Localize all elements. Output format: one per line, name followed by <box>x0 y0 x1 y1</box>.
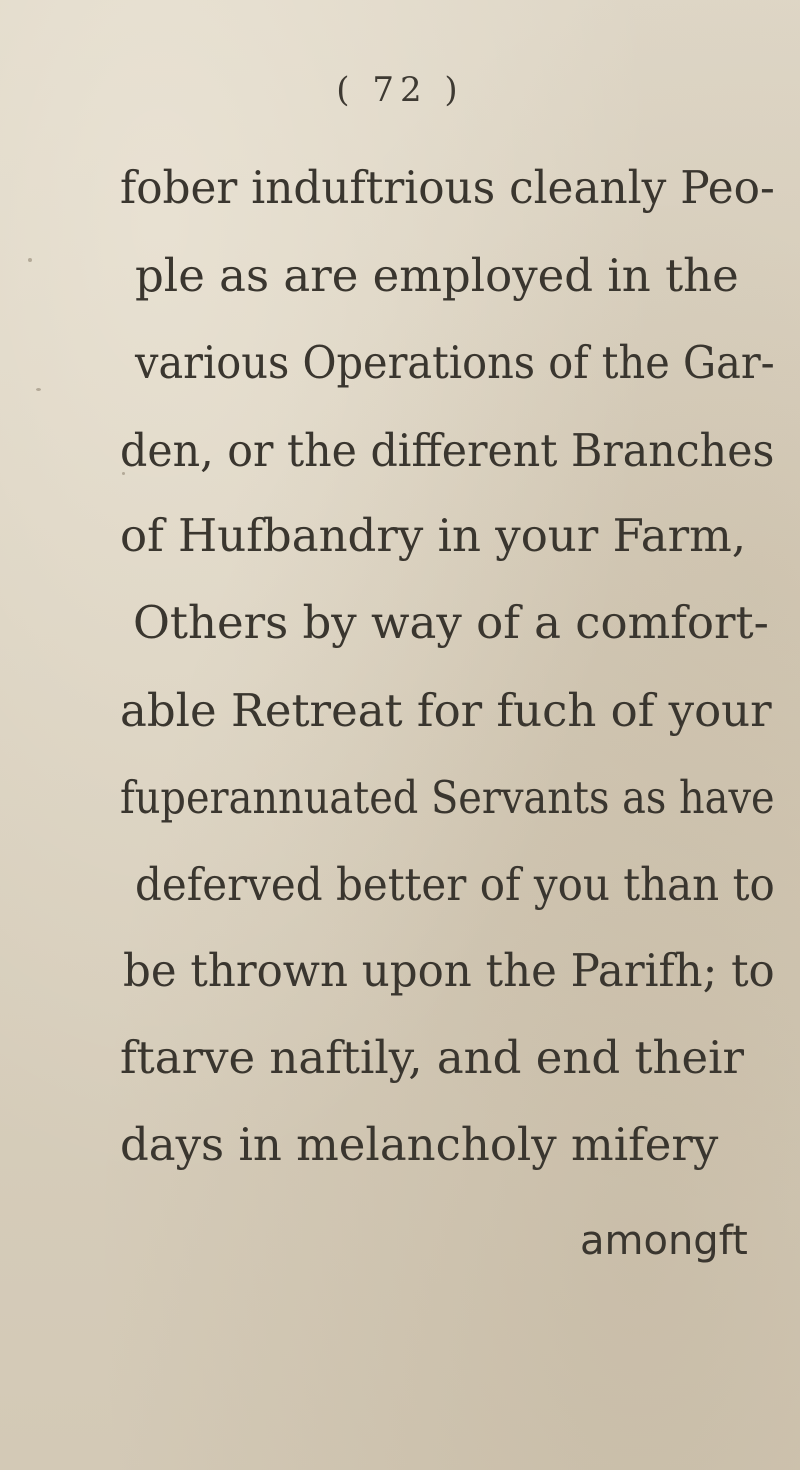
text-line-8: fuperannuated Servants as have <box>120 771 775 824</box>
text-line-7: able Retreat for fuch of your <box>120 684 772 737</box>
text-line-3: various Operations of the Gar- <box>135 336 775 389</box>
text-line-10: be thrown upon the Parifh; to <box>123 944 775 997</box>
text-line-2: ple as are employed in the <box>135 249 739 302</box>
page-number-header: ( 72 ) <box>336 70 464 110</box>
text-line-9: deferved better of you than to <box>135 858 775 911</box>
text-line-5: of Hufbandry in your Farm, <box>120 509 747 562</box>
paper-blemish <box>28 258 32 262</box>
text-line-11: ftarve naftily, and end their <box>120 1031 745 1084</box>
paper-blemish <box>36 388 41 391</box>
text-line-6: Others by way of a comfort- <box>133 596 769 649</box>
text-line-4: den, or the different Branches <box>120 424 775 477</box>
text-line-1: fober induftrious cleanly Peo- <box>120 161 775 214</box>
catchword: amongft <box>580 1218 748 1264</box>
text-line-12: days in melancholy mifery <box>120 1118 719 1171</box>
